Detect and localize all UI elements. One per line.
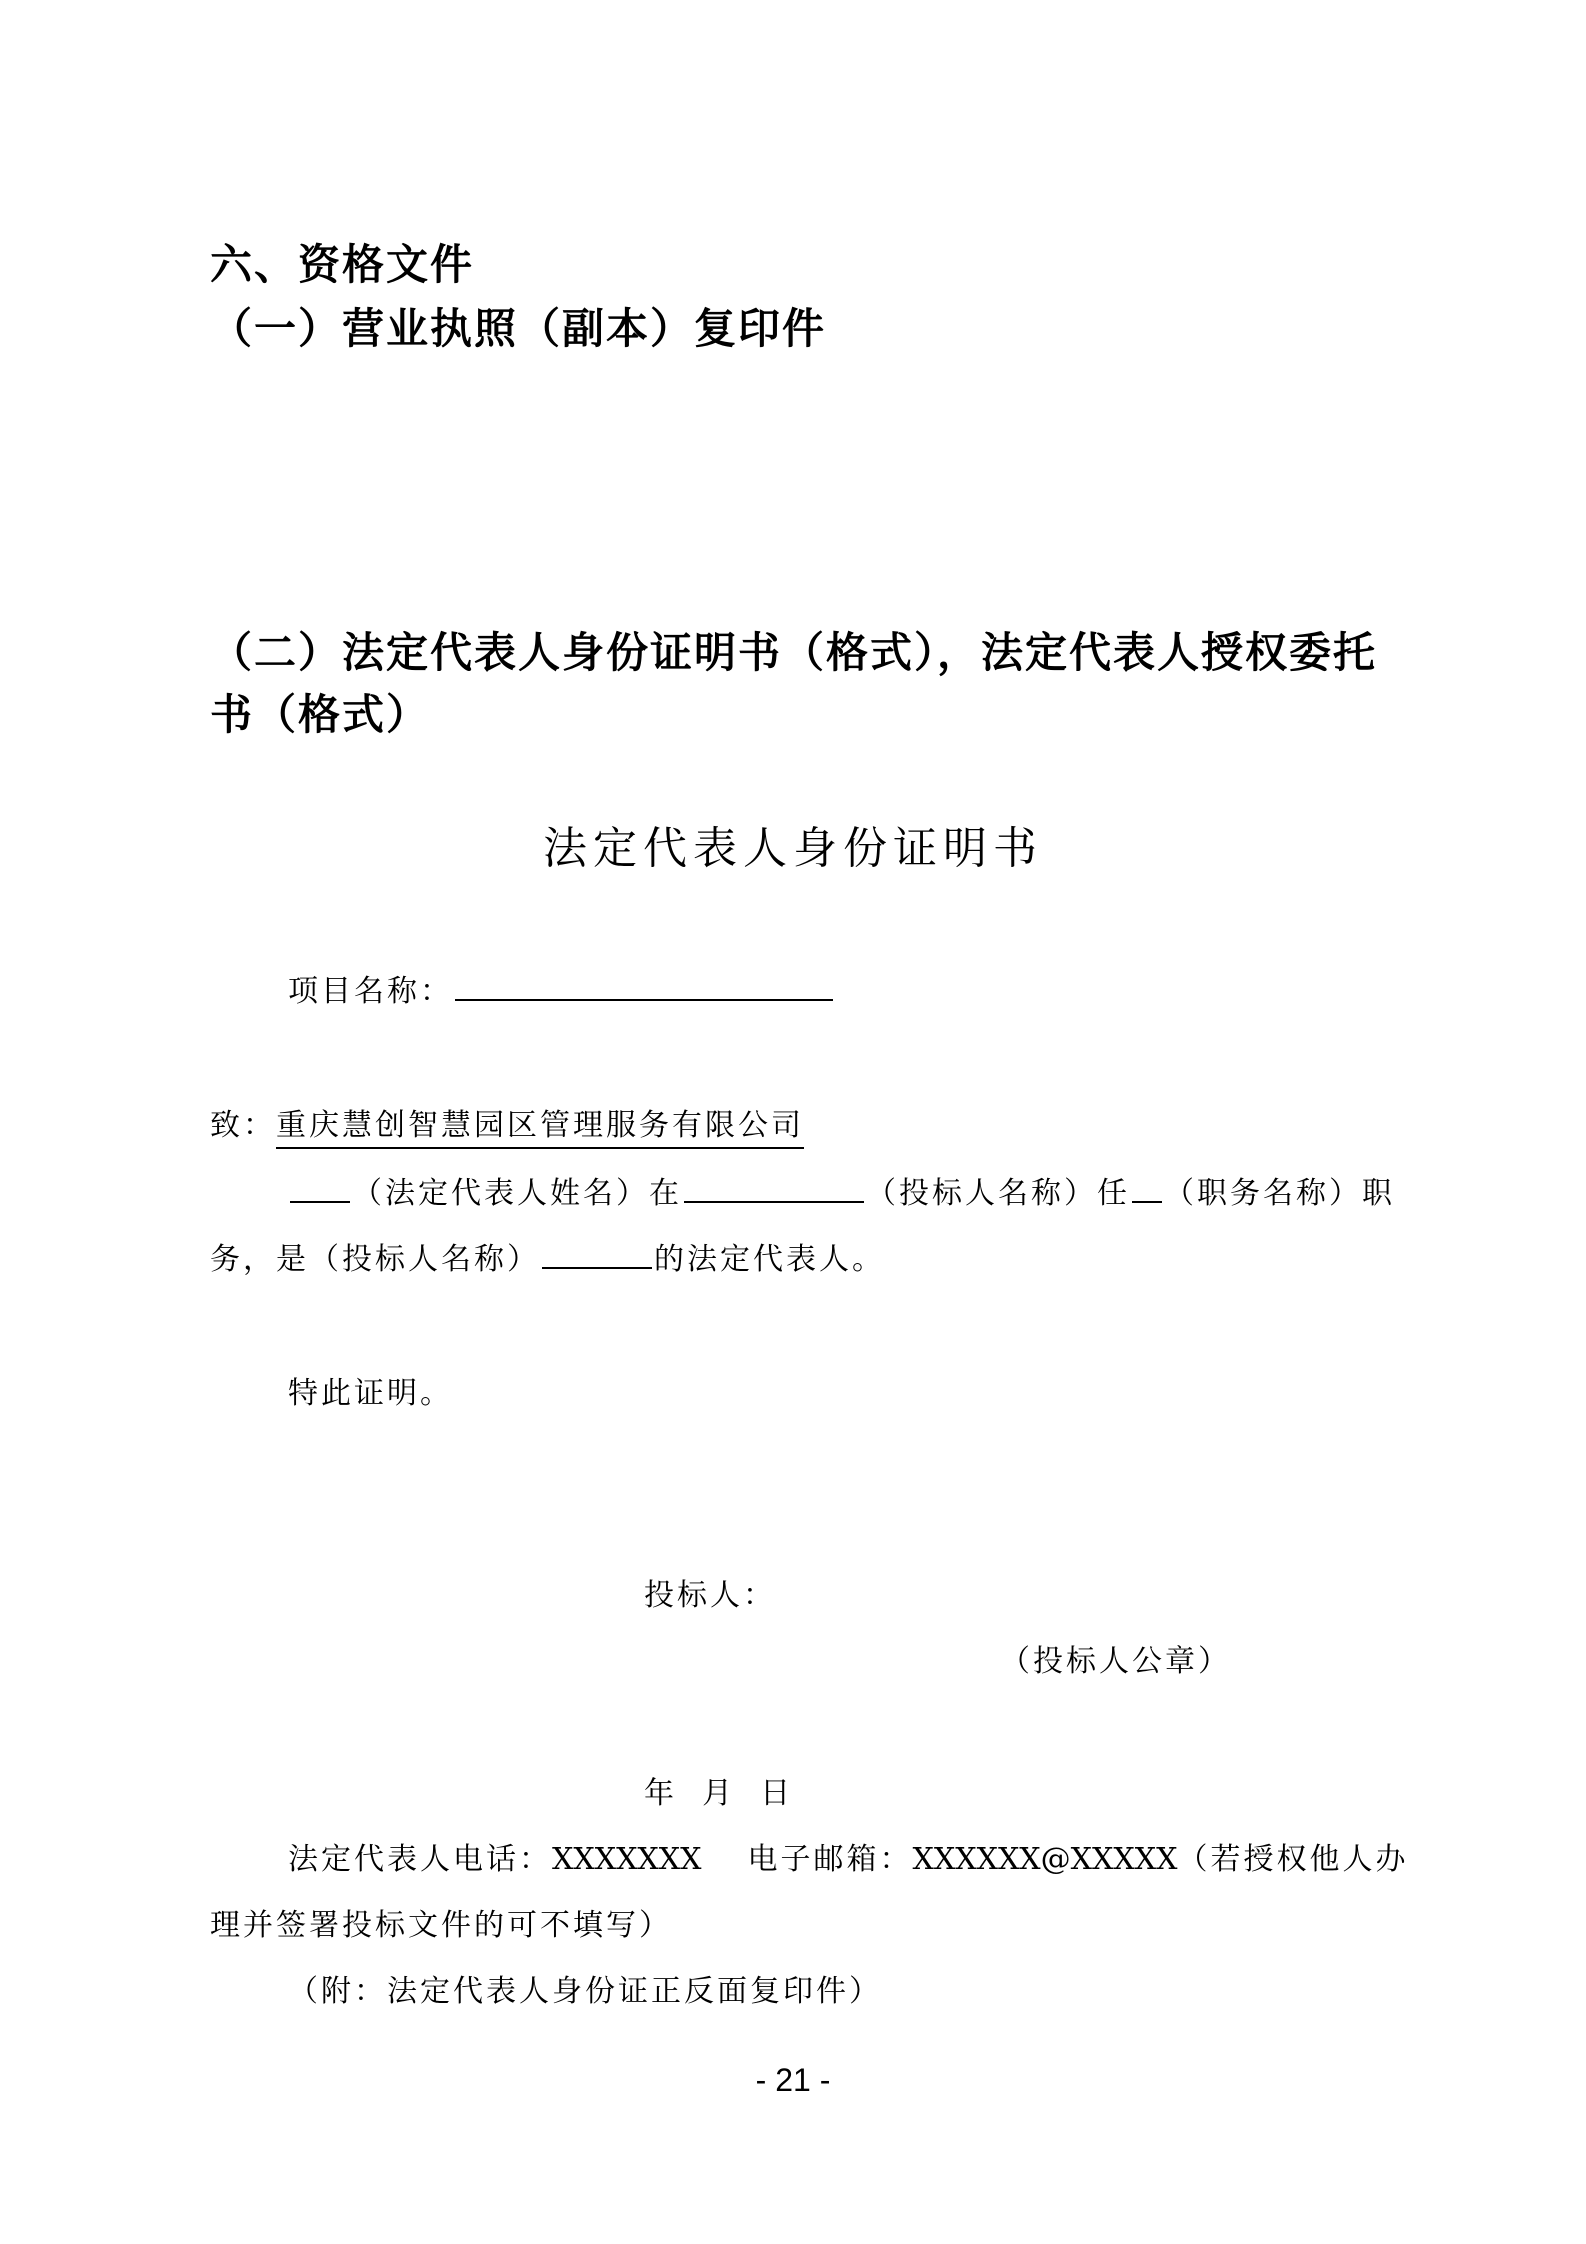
- date-label: 年 月 日: [644, 1776, 794, 1811]
- subsection-legal-rep-heading-line2: 书（格式）: [210, 690, 431, 739]
- bidder-signature-label: 投标人：: [644, 1578, 776, 1613]
- page-number: - 21 -: [755, 2062, 831, 2098]
- email-value: XXXXXX@XXXXX: [912, 1842, 1178, 1877]
- position-blank[interactable]: [1132, 1171, 1162, 1203]
- email-note: （若授权他人办: [1177, 1842, 1409, 1877]
- legal-rep-name-blank[interactable]: [290, 1171, 350, 1203]
- contact-note-line-2: 理并签署投标文件的可不填写）: [210, 1908, 672, 1943]
- bidder-name-blank[interactable]: [684, 1171, 864, 1203]
- statement-bidder-text: （投标人名称）任: [866, 1176, 1130, 1211]
- section-title: 六、资格文件: [210, 240, 475, 289]
- bidder-name-blank-2[interactable]: [542, 1237, 652, 1269]
- contact-line-1: [288, 1834, 1408, 1878]
- statement-line-2: [210, 1234, 885, 1278]
- phone-label: 法定代表人电话：: [288, 1842, 552, 1877]
- recipient-company: 重庆慧创智慧园区管理服务有限公司: [276, 1108, 804, 1149]
- certify-text: 特此证明。: [288, 1376, 453, 1411]
- bidder-seal-label: （投标人公章）: [1000, 1644, 1231, 1679]
- recipient-label: 致：: [210, 1108, 276, 1143]
- certificate-title: 法定代表人身份证明书: [543, 823, 1043, 874]
- project-name-label: 项目名称：: [288, 974, 453, 1009]
- project-name-row: [288, 966, 835, 1010]
- project-name-blank[interactable]: [455, 969, 833, 1001]
- statement-line2-text-a: 务，是（投标人名称）: [210, 1242, 540, 1277]
- statement-position-text: （职务名称）职: [1164, 1176, 1395, 1211]
- attachment-note: （附：法定代表人身份证正反面复印件）: [288, 1974, 882, 2009]
- subsection-legal-rep-heading-line1: （二）法定代表人身份证明书（格式），法定代表人授权委托: [210, 628, 1378, 677]
- phone-value: XXXXXXX: [552, 1842, 702, 1877]
- statement-line-1: [288, 1168, 1395, 1212]
- recipient-row: [210, 1100, 804, 1144]
- statement-line2-text-b: 的法定代表人。: [654, 1242, 885, 1277]
- subsection-business-license: （一）营业执照（副本）复印件: [210, 304, 827, 353]
- statement-name-text: （法定代表人姓名）在: [352, 1176, 682, 1211]
- email-label: 电子邮箱：: [747, 1842, 913, 1877]
